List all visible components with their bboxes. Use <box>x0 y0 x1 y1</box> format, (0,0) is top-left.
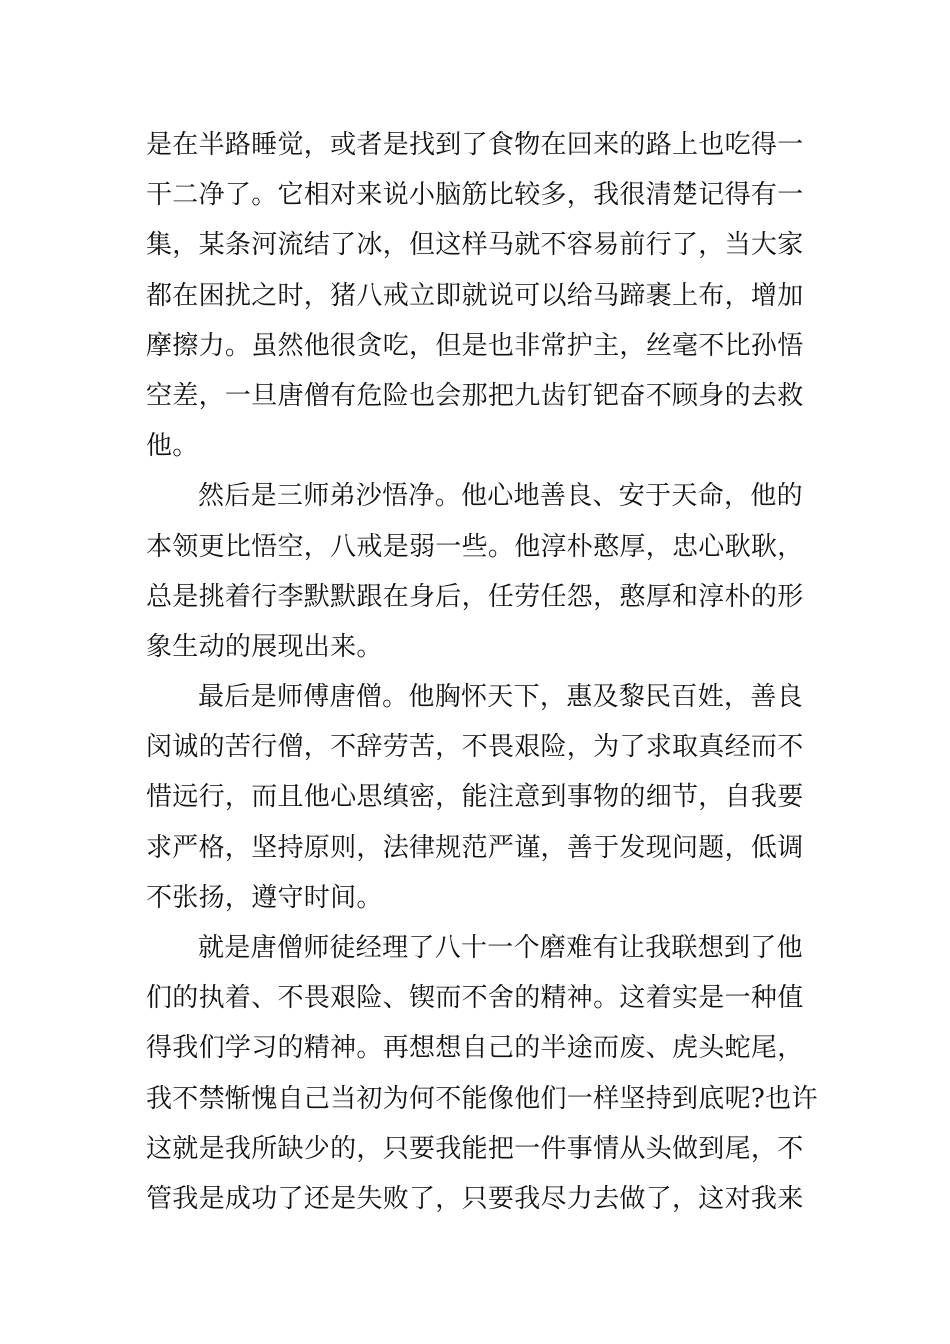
text-line: 总是挑着行李默默跟在身后，任劳任怨，憨厚和淳朴的形 <box>146 581 804 612</box>
paragraph <box>146 672 810 923</box>
text-line: 求严格，坚持原则，法律规范严谨，善于发现问题，低调 <box>146 832 804 863</box>
text-line: 惜远行，而且他心思缜密，能注意到事物的细节，自我要 <box>146 782 804 813</box>
text-line: 本领更比悟空，八戒是弱一些。他淳朴憨厚，忠心耿耿， <box>146 531 804 562</box>
text-line: 们的执着、不畏艰险、锲而不舍的精神。这着实是一种值 <box>146 983 804 1014</box>
text-line: 干二净了。它相对来说小脑筋比较多，我很清楚记得有一 <box>146 180 804 211</box>
text-line: 得我们学习的精神。再想想自己的半途而废、虎头蛇尾， <box>146 1033 804 1064</box>
text-line: 集，某条河流结了冰，但这样马就不容易前行了，当大家 <box>146 230 804 261</box>
text-line: 都在困扰之时，猪八戒立即就说可以给马蹄裹上布，增加 <box>146 280 804 311</box>
text-line: 我不禁惭愧自己当初为何不能像他们一样坚持到底呢?也许 <box>146 1083 818 1114</box>
text-line: 这就是我所缺少的，只要我能把一件事情从头做到尾，不 <box>146 1133 804 1164</box>
paragraph <box>146 923 818 1224</box>
text-line: 最后是师傅唐僧。他胸怀天下，惠及黎民百姓，善良 <box>198 682 803 713</box>
paragraph <box>146 471 810 672</box>
text-line: 管我是成功了还是失败了，只要我尽力去做了，这对我来 <box>146 1183 804 1214</box>
text-line: 空差，一旦唐僧有危险也会那把九齿钉钯奋不顾身的去救 <box>146 380 804 411</box>
text-line: 闵诚的苦行僧，不辞劳苦，不畏艰险，为了求取真经而不 <box>146 732 804 763</box>
document-body <box>146 120 818 1224</box>
text-line: 就是唐僧师徒经理了八十一个磨难有让我联想到了他 <box>198 933 803 963</box>
text-line: 然后是三师弟沙悟净。他心地善良、安于天命，他的 <box>198 481 803 512</box>
text-line: 象生动的展现出来。 <box>146 631 383 662</box>
text-line: 不张扬，遵守时间。 <box>146 882 383 913</box>
text-line: 他。 <box>146 431 199 462</box>
paragraph <box>146 120 810 471</box>
text-line: 摩擦力。虽然他很贪吃，但是也非常护主，丝毫不比孙悟 <box>146 330 804 361</box>
text-line: 是在半路睡觉，或者是找到了食物在回来的路上也吃得一 <box>146 130 804 160</box>
